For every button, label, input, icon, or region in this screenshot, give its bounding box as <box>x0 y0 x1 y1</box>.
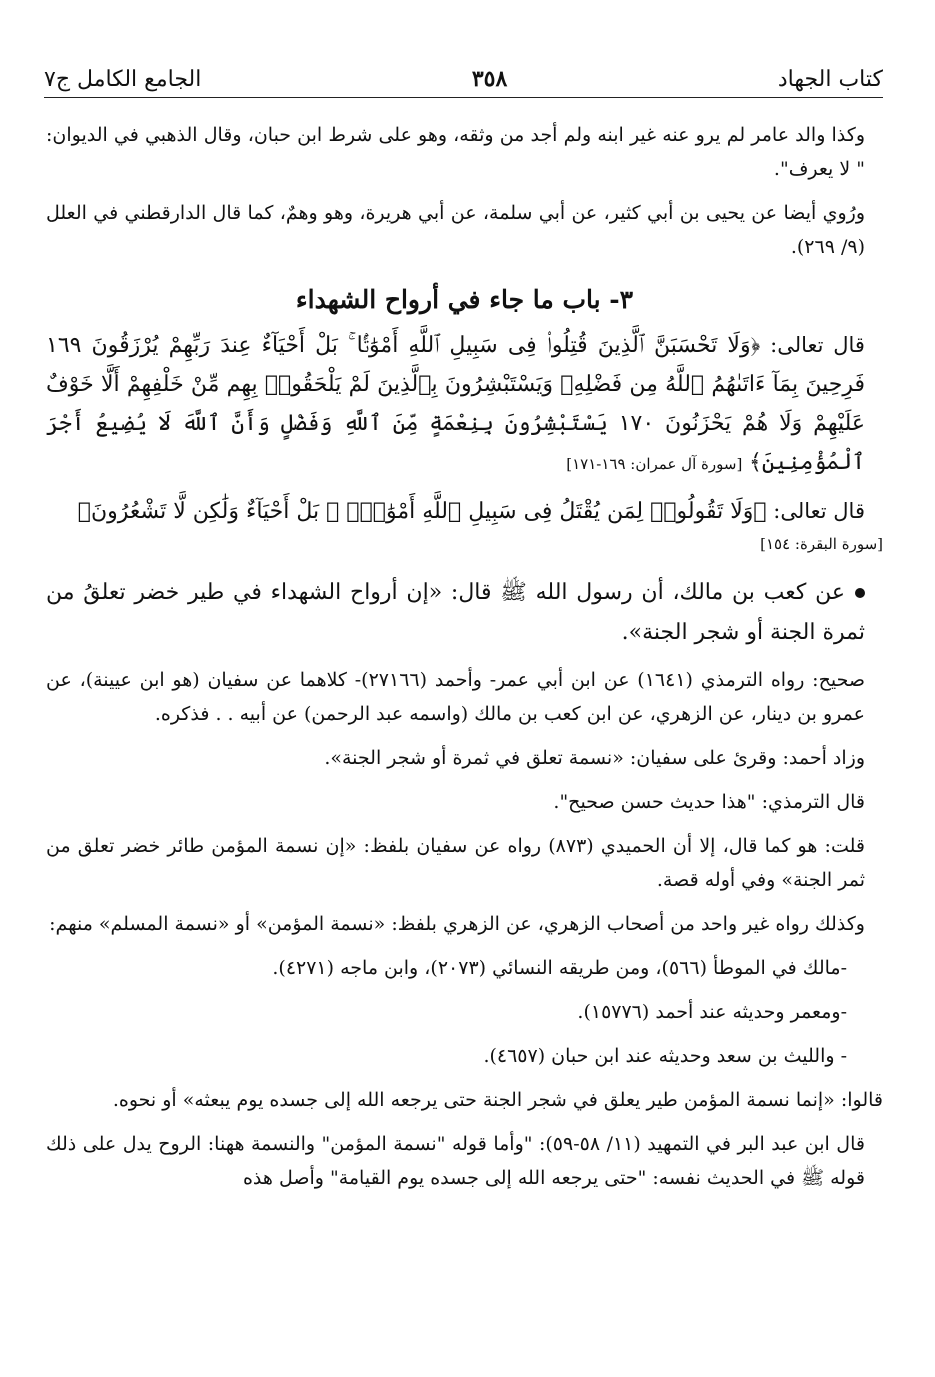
chapter-title: ٣- باب ما جاء في أرواح الشهداء <box>295 285 634 314</box>
quran-verse: ﴿وَلَا تَقُولُوا۟ لِمَن يُقْتَلُ فِى سَبِيلِ ٱللَّهِ أَمْوَٰتٌۢ ۚ بَلْ أَحْيَآءٌ وَلَٰكِن لَّا تَشْعُرُونَ﴾ <box>77 499 767 524</box>
verse-intro: قال تعالى: <box>770 333 865 357</box>
paragraph: قلت: هو كما قال، إلا أن الحميدي (٨٧٣) رواه عن سفيان بلفظ: «إن نسمة المؤمن طائر خضر تعلق من ثمر الجنة» وفي أوله قصة. <box>46 835 865 891</box>
quran-verse-block <box>46 326 883 482</box>
series-title: الجامع الكامل ج٧ <box>44 67 202 92</box>
hadith-text <box>46 573 883 653</box>
verse-intro: قال تعالى: <box>773 499 865 523</box>
list-item: - والليث بن سعد وحديثه عند ابن حبان (٤٦٥٧). <box>483 1045 847 1067</box>
paragraph: وكذا والد عامر لم يرو عنه غير ابنه ولم أجد من وثقه، وهو على شرط ابن حبان، وقال الذهبي في الديوان: " لا يعرف". <box>46 124 865 180</box>
paragraph: ورُوي أيضا عن يحيى بن أبي كثير، عن أبي سلمة، عن أبي هريرة، وهو وهمٌ، كما قال الدارقطني في العلل (٩/ ٢٦٩). <box>46 202 865 258</box>
header-rule <box>44 97 883 98</box>
verse-source: [سورة البقرة: ١٥٤] <box>760 535 883 553</box>
paragraph: صحيح: رواه الترمذي (١٦٤١) عن ابن أبي عمر- وأحمد (٢٧١٦٦)- كلاهما عن سفيان (هو ابن عيينة)، عن عمرو بن دينار، عن الزهري، عن ابن كعب بن مالك (واسمه عبد الرحمن) عن أبيه . . فذكره. <box>46 669 865 725</box>
bullet-icon <box>855 588 865 598</box>
book-title: كتاب الجهاد <box>777 67 883 92</box>
list-item: -مالك في الموطأ (٥٦٦)، ومن طريقه النسائي (٢٠٧٣)، وابن ماجه (٤٢٧١). <box>272 957 847 979</box>
paragraph: قال ابن عبد البر في التمهيد (١١/ ٥٨-٥٩): "وأما قوله "نسمة المؤمن" والنسمة ههنا: الروح يدل على ذلك قوله ﷺ في الحديث نفسه: "حتى يرجعه الله إلى جسده يوم القيامة" وأصل هذه <box>46 1133 865 1189</box>
page-number: ٣٥٨ <box>471 66 508 92</box>
paragraph: وكذلك رواه غير واحد من أصحاب الزهري، عن الزهري بلفظ: «نسمة المؤمن» أو «نسمة المسلم» منهم: <box>49 913 865 935</box>
quran-verse: ﴿وَلَا تَحْسَبَنَّ ٱلَّذِينَ قُتِلُوا۟ فِى سَبِيلِ ٱللَّهِ أَمْوَٰتًۢا ۚ بَلْ أَحْيَآءٌ عِندَ رَبِّهِمْ يُرْزَقُونَ ١٦٩ فَرِحِينَ بِمَآ ءَاتَىٰهُمُ ٱللَّهُ مِن فَضْلِهِۦ وَيَسْتَبْشِرُونَ بِٱلَّذِينَ لَمْ يَلْحَقُوا۟ بِهِم مِّنْ خَلْفِهِمْ أَلَّا خَوْفٌ عَلَيْهِمْ وَلَا هُمْ يَحْزَنُونَ ١٧٠ يَسْتَبْشِرُونَ بِنِعْمَةٍ مِّنَ ٱللَّهِ وَفَضْلٍ وَأَنَّ ٱللَّهَ لَا يُضِيعُ أَجْرَ ٱلْمُؤْمِنِينَ﴾ <box>46 333 866 475</box>
verse-source: [سورة آل عمران: ١٦٩-١٧١] <box>566 455 743 473</box>
hadith-body: عن كعب بن مالك، أن رسول الله ﷺ قال: «إن أرواح الشهداء في طير خضر تعلقُ من ثمرة الجنة أو شجر الجنة». <box>46 580 865 645</box>
page-body <box>46 118 883 1195</box>
quran-verse-block <box>46 492 883 531</box>
page-header <box>44 52 883 92</box>
paragraph: وزاد أحمد: وقرئ على سفيان: «نسمة تعلق في ثمرة أو شجر الجنة». <box>324 747 865 769</box>
paragraph: قالوا: «إنما نسمة المؤمن طير يعلق في شجر الجنة حتى يرجعه الله إلى جسده يوم يبعثه» أو نحوه. <box>112 1089 883 1111</box>
list-item: -ومعمر وحديثه عند أحمد (١٥٧٧٦). <box>577 1001 847 1023</box>
paragraph: قال الترمذي: "هذا حديث حسن صحيح". <box>553 791 865 813</box>
